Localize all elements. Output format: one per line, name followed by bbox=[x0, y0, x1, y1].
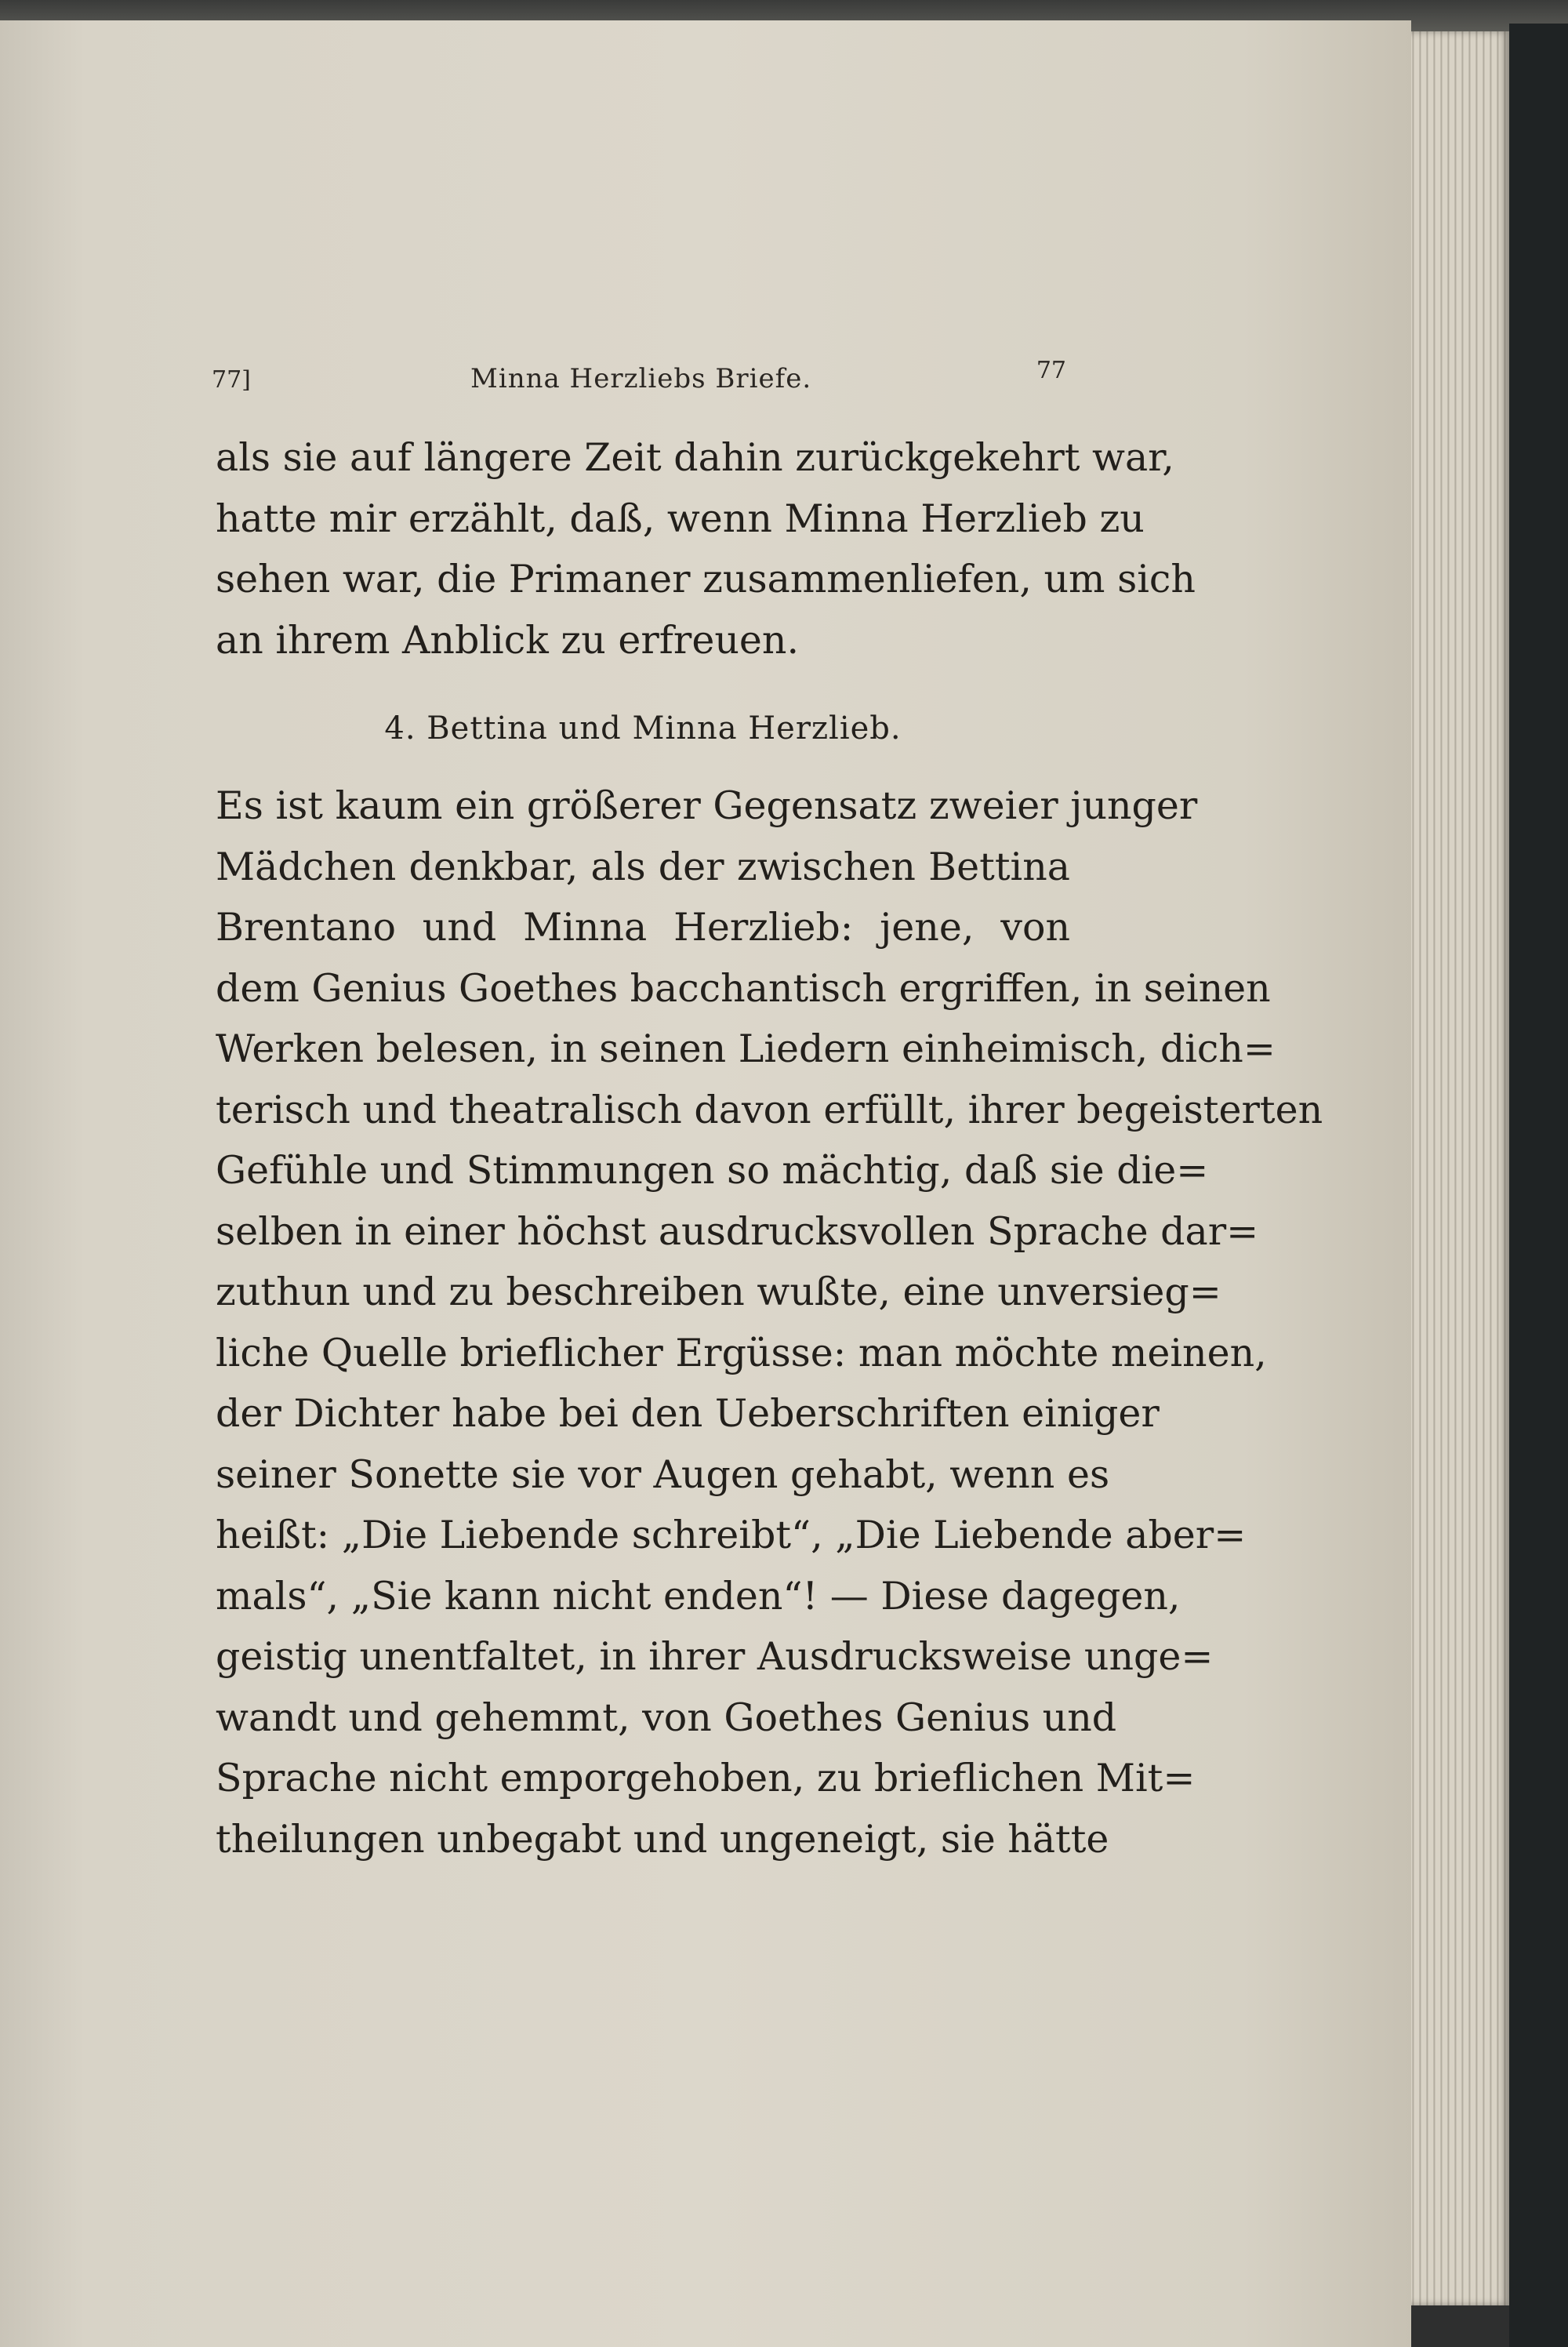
text-line: Es ist kaum ein größerer Gegensatz zweier junger bbox=[216, 783, 1198, 828]
body-text bbox=[216, 427, 1323, 1869]
text-line: Sprache nicht emporgehoben, zu brieflichen Mit= bbox=[216, 1756, 1196, 1800]
text-line: sehen war, die Primaner zusammenliefen, um sich bbox=[216, 557, 1196, 601]
text-line: hatte mir erzählt, daß, wenn Minna Herzlieb zu bbox=[216, 496, 1145, 541]
text-line: der Dichter habe bei den Ueberschriften einiger bbox=[216, 1391, 1160, 1436]
running-head-page-ref: 77] bbox=[212, 366, 251, 394]
text-line: dem Genius Goethes bacchantisch ergriffen, in seinen bbox=[216, 965, 1271, 1011]
paragraph-2 bbox=[216, 776, 1323, 1869]
text-line: mals“, „Sie kann nicht enden“! — Diese dagegen, bbox=[216, 1573, 1181, 1619]
section-heading: 4. Bettina und Minna Herzlieb. bbox=[384, 710, 902, 747]
text-line: an ihrem Anblick zu erfreuen. bbox=[216, 617, 800, 663]
text-line: Werken belesen, in seinen Liedern einheimisch, dich= bbox=[216, 1026, 1276, 1071]
text-line: als sie auf längere Zeit dahin zurückgekehrt war, bbox=[216, 435, 1174, 480]
text-line: zuthun und zu beschreiben wußte, eine unversieg= bbox=[216, 1270, 1221, 1314]
paragraph-1 bbox=[216, 427, 1196, 670]
running-head bbox=[212, 357, 1066, 404]
text-line: Gefühle und Stimmungen so mächtig, daß sie die= bbox=[216, 1148, 1209, 1193]
book-cover-edge bbox=[1509, 24, 1568, 2347]
text-line: theilungen unbegabt und ungeneigt, sie hätte bbox=[216, 1816, 1109, 1862]
text-line: selben in einer höchst ausdrucksvollen Sprache dar= bbox=[216, 1208, 1259, 1254]
text-line: liche Quelle brieflicher Ergüsse: man möchte meinen, bbox=[216, 1330, 1267, 1375]
page-edges bbox=[1407, 31, 1509, 2305]
text-line: Brentano und Minna Herzlieb: jene, von bbox=[216, 905, 1070, 950]
text-line: geistig unentfaltet, in ihrer Ausdrucksweise unge= bbox=[216, 1634, 1214, 1679]
text-line: wandt und gehemmt, von Goethes Genius und bbox=[216, 1695, 1117, 1740]
text-line: Mädchen denkbar, als der zwischen Bettina bbox=[216, 844, 1070, 889]
text-line: seiner Sonette sie vor Augen gehabt, wenn es bbox=[216, 1451, 1110, 1497]
running-head-title: Minna Herzliebs Briefe. bbox=[470, 363, 812, 394]
page-number: 77 bbox=[1036, 357, 1066, 384]
text-line: heißt: „Die Liebende schreibt“, „Die Liebende aber= bbox=[216, 1513, 1247, 1557]
text-line: terisch und theatralisch davon erfüllt, ihrer begeisterten bbox=[216, 1087, 1323, 1132]
